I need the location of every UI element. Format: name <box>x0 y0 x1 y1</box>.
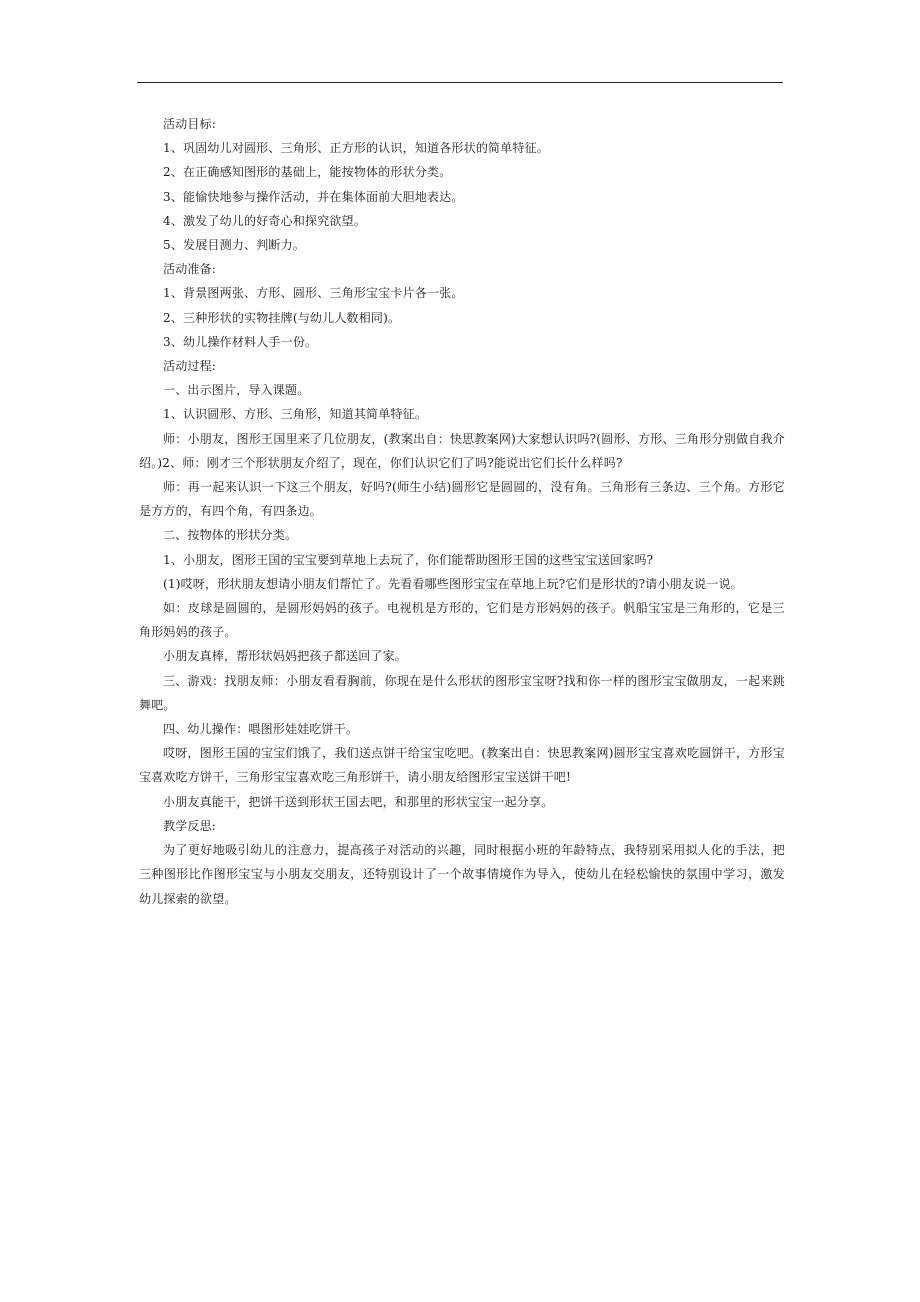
preparation-item-1: 1、背景图两张、方形、圆形、三角形宝宝卡片各一张。 <box>163 286 464 301</box>
goal-item-1: 1、巩固幼儿对圆形、三角形、正方形的认识，知道各形状的简单特征。 <box>163 141 550 156</box>
process-section-2: 二、按物体的形状分类。 <box>163 528 298 543</box>
process-paragraph: 师：再一起来认识一下这三个朋友，好吗?(师生小结)圆形它是圆圆的，没有角。三角形有三条边、三个角。方形它是方方的，有四个角，有四条边。 <box>139 480 785 519</box>
process-paragraph: 1、小朋友，图形王国的宝宝要到草地上去玩了，你们能帮助图形王国的这些宝宝送回家吗? <box>163 552 654 567</box>
goal-item-4: 4、激发了幼儿的好奇心和探究欲望。 <box>163 213 367 228</box>
process-section-3: 三、游戏：找朋友师：小朋友看看胸前，你现在是什么形状的图形宝宝呀?找和你一样的图形宝宝做朋友，一起来跳舞吧。 <box>139 673 785 712</box>
goal-item-2: 2、在正确感知图形的基础上，能按物体的形状分类。 <box>163 165 452 180</box>
process-paragraph: 小朋友真棒，帮形状妈妈把孩子都送回了家。 <box>163 649 408 664</box>
process-section-1: 一、出示图片，导入课题。 <box>163 383 310 398</box>
preparation-item-2: 2、三种形状的实物挂牌(与幼儿人数相同)。 <box>163 310 401 325</box>
preparation-item-3: 3、幼儿操作材料人手一份。 <box>163 334 318 349</box>
reflection-paragraph: 为了更好地吸引幼儿的注意力，提高孩子对活动的兴趣，同时根据小班的年龄特点，我特别采用拟人化的手法，把三种图形比作图形宝宝与小朋友交朋友，还特别设计了一个故事情境作为导入，使幼儿在轻松愉快的氛围中学习，激发幼儿探索的欲望。 <box>139 843 785 906</box>
process-paragraph: 如：皮球是圆圆的，是圆形妈妈的孩子。电视机是方形的，它们是方形妈妈的孩子。帆船宝宝是三角形的，它是三角形妈妈的孩子。 <box>139 601 785 640</box>
process-paragraph: 哎呀，图形王国的宝宝们饿了，我们送点饼干给宝宝吃吧。(教案出自：快思教案网)圆形宝宝喜欢吃圆饼干，方形宝宝喜欢吃方饼干，三角形宝宝喜欢吃三角形饼干，请小朋友给图形宝宝送饼干吧! <box>139 746 785 785</box>
goal-item-3: 3、能愉快地参与操作活动，并在集体面前大胆地表达。 <box>163 189 464 204</box>
process-paragraph: 1、认识圆形、方形、三角形，知道其简单特征。 <box>163 407 428 422</box>
heading-activity-preparation: 活动准备: <box>163 262 217 277</box>
heading-teaching-reflection: 教学反思: <box>163 818 217 833</box>
heading-activity-process: 活动过程: <box>163 359 217 374</box>
process-paragraph: (1)哎呀，形状朋友想请小朋友们帮忙了。先看看哪些图形宝宝在草地上玩?它们是形状的?请小朋友说一说。 <box>163 576 743 591</box>
heading-activity-goals: 活动目标: <box>163 117 217 131</box>
process-section-4: 四、幼儿操作：喂图形娃娃吃饼干。 <box>163 722 359 737</box>
goal-item-5: 5、发展目测力、判断力。 <box>163 238 306 253</box>
document-body <box>139 112 785 911</box>
process-paragraph: 师：小朋友，图形王国里来了几位朋友，(教案出自：快思教案网)大家想认识吗?(圆形、方形、三角形分别做自我介绍。)2、师：刚才三个形状朋友介绍了，现在，你们认识它们了吗?能说出它们长什么样吗? <box>139 431 785 470</box>
process-paragraph: 小朋友真能干，把饼干送到形状王国去吧，和那里的形状宝宝一起分享。 <box>163 794 554 809</box>
header-rule <box>137 82 783 83</box>
